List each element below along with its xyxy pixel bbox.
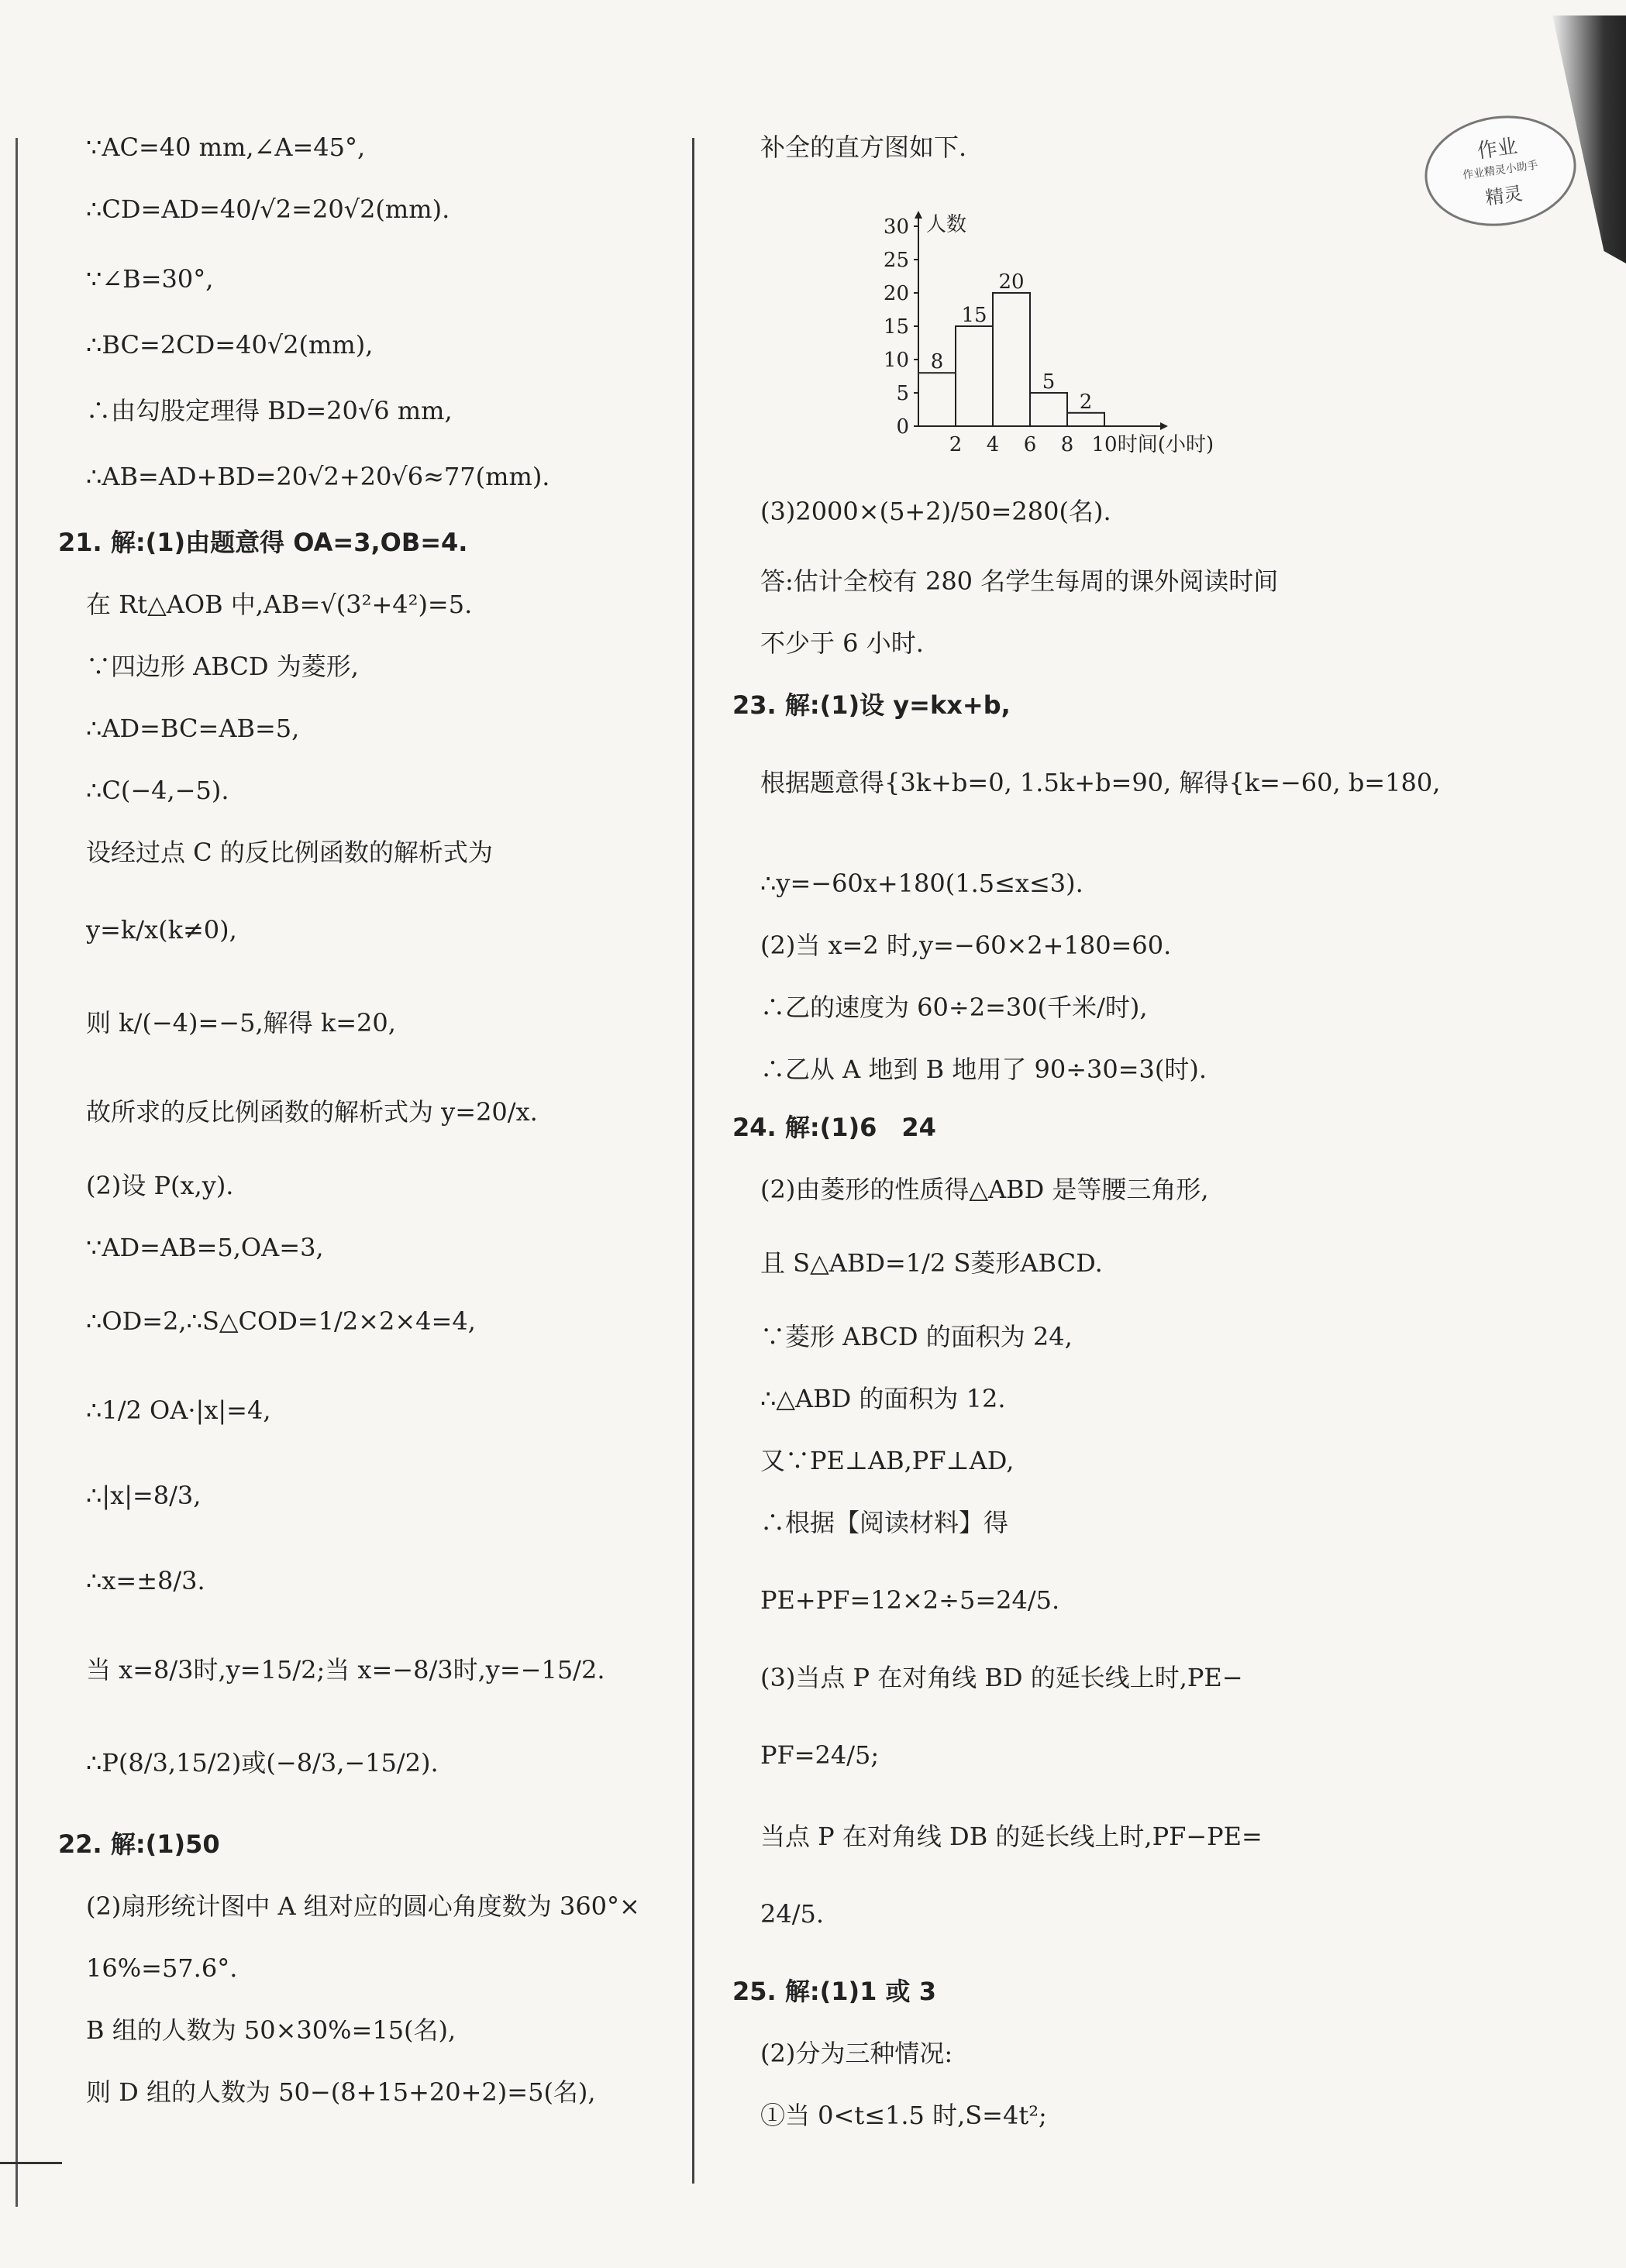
left-line: ∴AB=AD+BD=20√2+20√6≈77(mm). (86, 462, 550, 491)
chart-bars (918, 270, 1104, 426)
left-line: 则 D 组的人数为 50−(8+15+20+2)=5(名), (86, 2077, 596, 2107)
left-line: ∴C(−4,−5). (86, 776, 229, 805)
column-divider (692, 138, 694, 2184)
right-line: 24. 解:(1)6 24 (732, 1113, 936, 1142)
left-line: ∵四边形 ABCD 为菱形, (86, 652, 359, 681)
left-line: ∴BC=2CD=40√2(mm), (86, 330, 374, 360)
right-line: ∴y=−60x+180(1.5≤x≤3). (760, 869, 1083, 898)
left-line: 故所求的反比例函数的解析式为 y=20/x. (86, 1097, 538, 1127)
x-axis-arrow (1160, 422, 1168, 430)
left-line: ∴P(8/3,15/2)或(−8/3,−15/2). (86, 1748, 439, 1778)
histogram-bar (993, 293, 1030, 426)
right-line: ∴△ABD 的面积为 12. (760, 1384, 1006, 1413)
right-line: (3)2000×(5+2)/50=280(名). (760, 497, 1111, 526)
left-line: 21. 解:(1)由题意得 OA=3,OB=4. (58, 528, 468, 557)
bar-value-label: 20 (998, 270, 1025, 294)
left-line: y=k/x(k≠0), (86, 915, 237, 945)
right-line: 根据题意得{3k+b=0, 1.5k+b=90, 解得{k=−60, b=180, (760, 768, 1441, 797)
y-tick-label: 20 (883, 282, 909, 305)
y-tick-label: 25 (883, 249, 909, 272)
right-line: ∴乙从 A 地到 B 地用了 90÷30=3(时). (760, 1055, 1207, 1084)
bar-value-label: 8 (930, 350, 944, 374)
histogram-bar (1030, 393, 1067, 426)
left-line: ∴1/2 OA·|x|=4, (86, 1396, 271, 1425)
bar-value-label: 5 (1042, 370, 1056, 394)
left-line: (2)设 P(x,y). (86, 1171, 234, 1200)
right-line: (2)分为三种情况: (760, 2039, 953, 2068)
y-tick-label: 5 (896, 382, 909, 405)
stamp-top: 作业 (1476, 134, 1519, 163)
x-tick-label: 6 (1023, 433, 1037, 456)
left-line: ∴x=±8/3. (86, 1566, 205, 1595)
x-axis-label: 时间(小时) (1117, 433, 1214, 456)
x-tick-label: 4 (986, 433, 1000, 456)
y-axis-arrow (915, 211, 922, 219)
right-line: (2)当 x=2 时,y=−60×2+180=60. (760, 931, 1172, 960)
right-line: ∵菱形 ABCD 的面积为 24, (760, 1322, 1073, 1351)
right-line: 当点 P 在对角线 DB 的延长线上时,PF−PE= (760, 1822, 1263, 1851)
left-line: ∴CD=AD=40/√2=20√2(mm). (86, 194, 450, 224)
right-line: 25. 解:(1)1 或 3 (732, 1977, 936, 2006)
left-line: 当 x=8/3时,y=15/2;当 x=−8/3时,y=−15/2. (86, 1655, 605, 1685)
footer-rule (0, 2162, 62, 2164)
watermark-stamp (1418, 106, 1583, 236)
y-tick-label: 15 (883, 315, 909, 339)
y-axis-label: 人数 (926, 213, 967, 236)
right-line: 且 S△ABD=1/2 S菱形ABCD. (760, 1248, 1103, 1278)
left-line: B 组的人数为 50×30%=15(名), (86, 2015, 456, 2045)
right-line: ∴根据【阅读材料】得 (760, 1508, 1009, 1537)
x-tick-label: 2 (949, 433, 963, 456)
left-margin-rule (16, 138, 18, 2207)
right-line: 补全的直方图如下. (760, 133, 967, 162)
left-line: ∴OD=2,∴S△COD=1/2×2×4=4, (86, 1306, 476, 1336)
left-line: 16%=57.6°. (86, 1953, 238, 1983)
right-line: ①当 0<t≤1.5 时,S=4t²; (760, 2101, 1047, 2130)
right-line: (3)当点 P 在对角线 BD 的延长线上时,PE− (760, 1663, 1243, 1692)
x-tick-label: 8 (1060, 433, 1074, 456)
left-line: ∴|x|=8/3, (86, 1481, 202, 1510)
histogram-chart (872, 198, 1275, 461)
histogram-bar (956, 326, 993, 426)
bar-value-label: 15 (961, 304, 987, 327)
right-line: 不少于 6 小时. (760, 628, 924, 658)
left-line: ∴由勾股定理得 BD=20√6 mm, (86, 396, 453, 425)
right-line: (2)由菱形的性质得△ABD 是等腰三角形, (760, 1175, 1209, 1204)
right-line: 23. 解:(1)设 y=kx+b, (732, 690, 1011, 720)
left-line: 则 k/(−4)=−5,解得 k=20, (86, 1008, 396, 1038)
left-line: 22. 解:(1)50 (58, 1829, 220, 1859)
histogram-bar (918, 373, 956, 426)
left-line: ∴AD=BC=AB=5, (86, 714, 300, 743)
histogram-bar (1067, 413, 1104, 426)
left-line: 设经过点 C 的反比例函数的解析式为 (86, 838, 493, 867)
right-line: PE+PF=12×2÷5=24/5. (760, 1585, 1060, 1615)
left-line: ∵∠B=30°, (86, 264, 214, 294)
right-line: 又∵PE⊥AB,PF⊥AD, (760, 1446, 1015, 1475)
bar-value-label: 2 (1079, 390, 1093, 414)
right-line: 答:估计全校有 280 名学生每周的课外阅读时间 (760, 566, 1279, 596)
stamp-bottom: 精灵 (1483, 182, 1524, 209)
left-line: 在 Rt△AOB 中,AB=√(3²+4²)=5. (86, 590, 473, 619)
left-line: ∵AD=AB=5,OA=3, (86, 1233, 324, 1262)
y-tick-label: 30 (883, 215, 909, 239)
right-line: 24/5. (760, 1899, 825, 1929)
stamp-middle: 作业精灵小助手 (1462, 159, 1539, 182)
chart-axes (915, 211, 1214, 456)
x-tick-label: 10 (1091, 433, 1118, 456)
right-line: PF=24/5; (760, 1740, 880, 1770)
y-tick-label: 10 (883, 349, 909, 372)
left-line: ∵AC=40 mm,∠A=45°, (86, 133, 366, 162)
right-line: ∴乙的速度为 60÷2=30(千米/时), (760, 993, 1148, 1022)
y-tick-label: 0 (896, 415, 909, 439)
left-line: (2)扇形统计图中 A 组对应的圆心角度数为 360°× (86, 1891, 640, 1921)
